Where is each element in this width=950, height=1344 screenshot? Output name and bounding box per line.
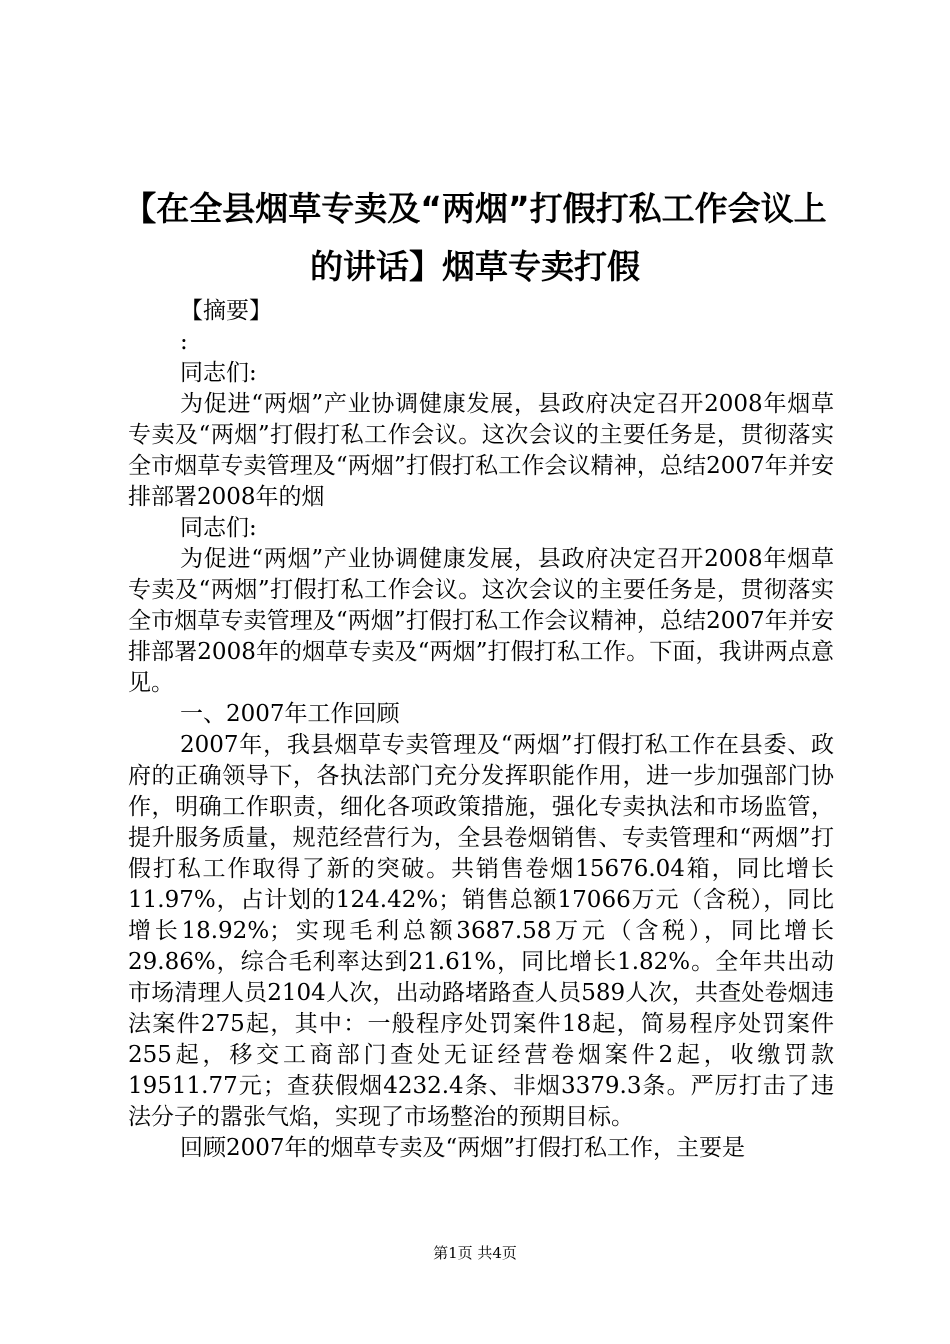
page-footer: 第1页 共4页 — [433, 1244, 517, 1262]
document-body — [128, 296, 834, 1164]
body-paragraph: 回顾2007年的烟草专卖及“两烟”打假打私工作，主要是 — [180, 1135, 746, 1161]
summary-paragraph: 为促进“两烟”产业协调健康发展，县政府决定召开2008年烟草专卖及“两烟”打假打私工作会议。这次会议的主要任务是，贯彻落实全市烟草专卖管理及“两烟”打假打私工作会议精神，总结2007年并安排部署2008年的烟 — [128, 391, 834, 510]
document-title: 【在全县烟草专卖及“两烟”打假打私工作会议上的讲话】烟草专卖打假 — [123, 189, 827, 286]
intro-paragraph: 为促进“两烟”产业协调健康发展，县政府决定召开2008年烟草专卖及“两烟”打假打私工作会议。这次会议的主要任务是，贯彻落实全市烟草专卖管理及“两烟”打假打私工作会议精神，总结2007年并安排部署2008年的烟草专卖及“两烟”打假打私工作。下面，我讲两点意见。 — [128, 546, 834, 696]
abstract-label: 【摘要】 — [180, 298, 272, 324]
abstract-text: : — [180, 329, 188, 355]
salutation: 同志们: — [180, 515, 257, 541]
salutation: 同志们: — [180, 360, 257, 386]
body-paragraph: 2007年，我县烟草专卖管理及“两烟”打假打私工作在县委、政府的正确领导下，各执法部门充分发挥职能作用，进一步加强部门协作，明确工作职责，细化各项政策措施，强化专卖执法和市场监管，提升服务质量，规范经营行为，全县卷烟销售、专卖管理和“两烟”打假打私工作取得了新的突破。共销售卷烟15676.04箱，同比增长11.97%，占计划的124.42%；销售总额17066万元（含税），同比增长18.92%；实现毛利总额3687.58万元（含税），同比增长29.86%，综合毛利率达到21.61%，同比增长1.82%。全年共出动市场清理人员2104人次，出动路堵路查人员589人次，共查处卷烟违法案件275起，其中：一般程序处罚案件18起，简易程序处罚案件255起，移交工商部门查处无证经营卷烟案件2起，收缴罚款19511.77元；查获假烟4232.4条、非烟3379.3条。严厉打击了违法分子的嚣张气焰，实现了市场整治的预期目标。 — [128, 732, 834, 1130]
section-heading: 一、2007年工作回顾 — [180, 701, 400, 727]
